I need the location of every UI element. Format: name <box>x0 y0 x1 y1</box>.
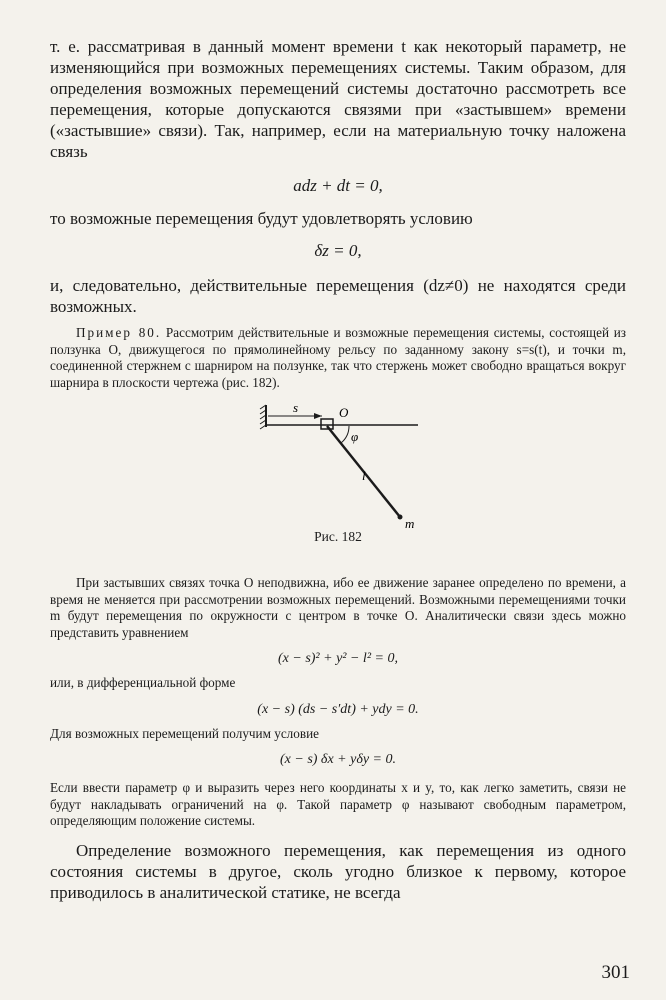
label-O: O <box>339 405 349 420</box>
figure-caption: Рис. 182 <box>314 529 362 544</box>
equation-constraint: adz + dt = 0, <box>293 176 383 195</box>
equation-differential: (x − s) (ds − s′dt) + ydy = 0. <box>257 701 419 717</box>
paragraph-4: При застывших связях точка O неподвижна, ибо ее движение заранее определено по времени, а время не меняется при рассмотрении возможных перемещений. Возможными перемещениями точки m будут перемещения по окружности с центром в точке O. Аналитически связи здесь можно представить уравнением <box>50 575 626 640</box>
example-label: Пример 80. <box>76 325 162 340</box>
example-text: Рассмотрим действительные и возможные перемещения системы, состоящей из ползунка O, движущегося по прямолинейному рельсу по заданному закону s=s(t), и точки m, соединенной стержнем с шарниром на ползунке, так что стержень может свободно вращаться вокруг шарнира в плоскости чертежа (рис. 182). <box>50 325 626 390</box>
paragraph-3: и, следовательно, действительные перемещения (dz≠0) не находятся среди возможных. <box>50 276 626 316</box>
paragraph-6: Для возможных перемещений получим условие <box>50 725 319 741</box>
paragraph-2: то возможные перемещения будут удовлетворять условию <box>50 209 473 228</box>
label-l: l <box>362 468 366 483</box>
paragraph-7: Если ввести параметр φ и выразить через него координаты x и y, то, как легко заметить, связи не будут накладывать ограничений на φ. Такой параметр φ называют свободным параметром, определяющим положение системы. <box>50 780 626 828</box>
label-m: m <box>405 516 415 529</box>
equation-circle: (x − s)² + y² − l² = 0, <box>278 651 398 666</box>
figure-182 <box>50 399 626 529</box>
label-phi: φ <box>351 429 359 444</box>
point-m <box>398 515 403 520</box>
paragraph-1: т. е. рассматривая в данный момент времени t как некоторый параметр, не изменяющийся при возможных перемещениях системы. Таким образом, для определения возможных перемещений системы достаточно рассмотреть все перемещения, которые допускаются связями при «застывшем» времени («застывшие» связи). Так, например, если на материальную точку наложена связь <box>50 37 626 161</box>
angle-arc <box>341 426 349 443</box>
paragraph-8: Определение возможного перемещения, как перемещения из одного состояния системы в другое, сколь угодно близкое к первому, которое приводилось в аналитической статике, не всегда <box>50 840 626 902</box>
figure-diagram <box>50 399 626 529</box>
equation-delta-z: δz = 0, <box>314 241 362 260</box>
equation-virtual: (x − s) δx + yδy = 0. <box>280 752 396 767</box>
page-number: 301 <box>601 962 630 983</box>
example-paragraph <box>50 325 626 391</box>
s-arrowhead <box>314 413 322 419</box>
label-s: s <box>293 400 299 415</box>
paragraph-5: или, в дифференциальной форме <box>50 675 236 690</box>
page-body <box>50 36 626 903</box>
